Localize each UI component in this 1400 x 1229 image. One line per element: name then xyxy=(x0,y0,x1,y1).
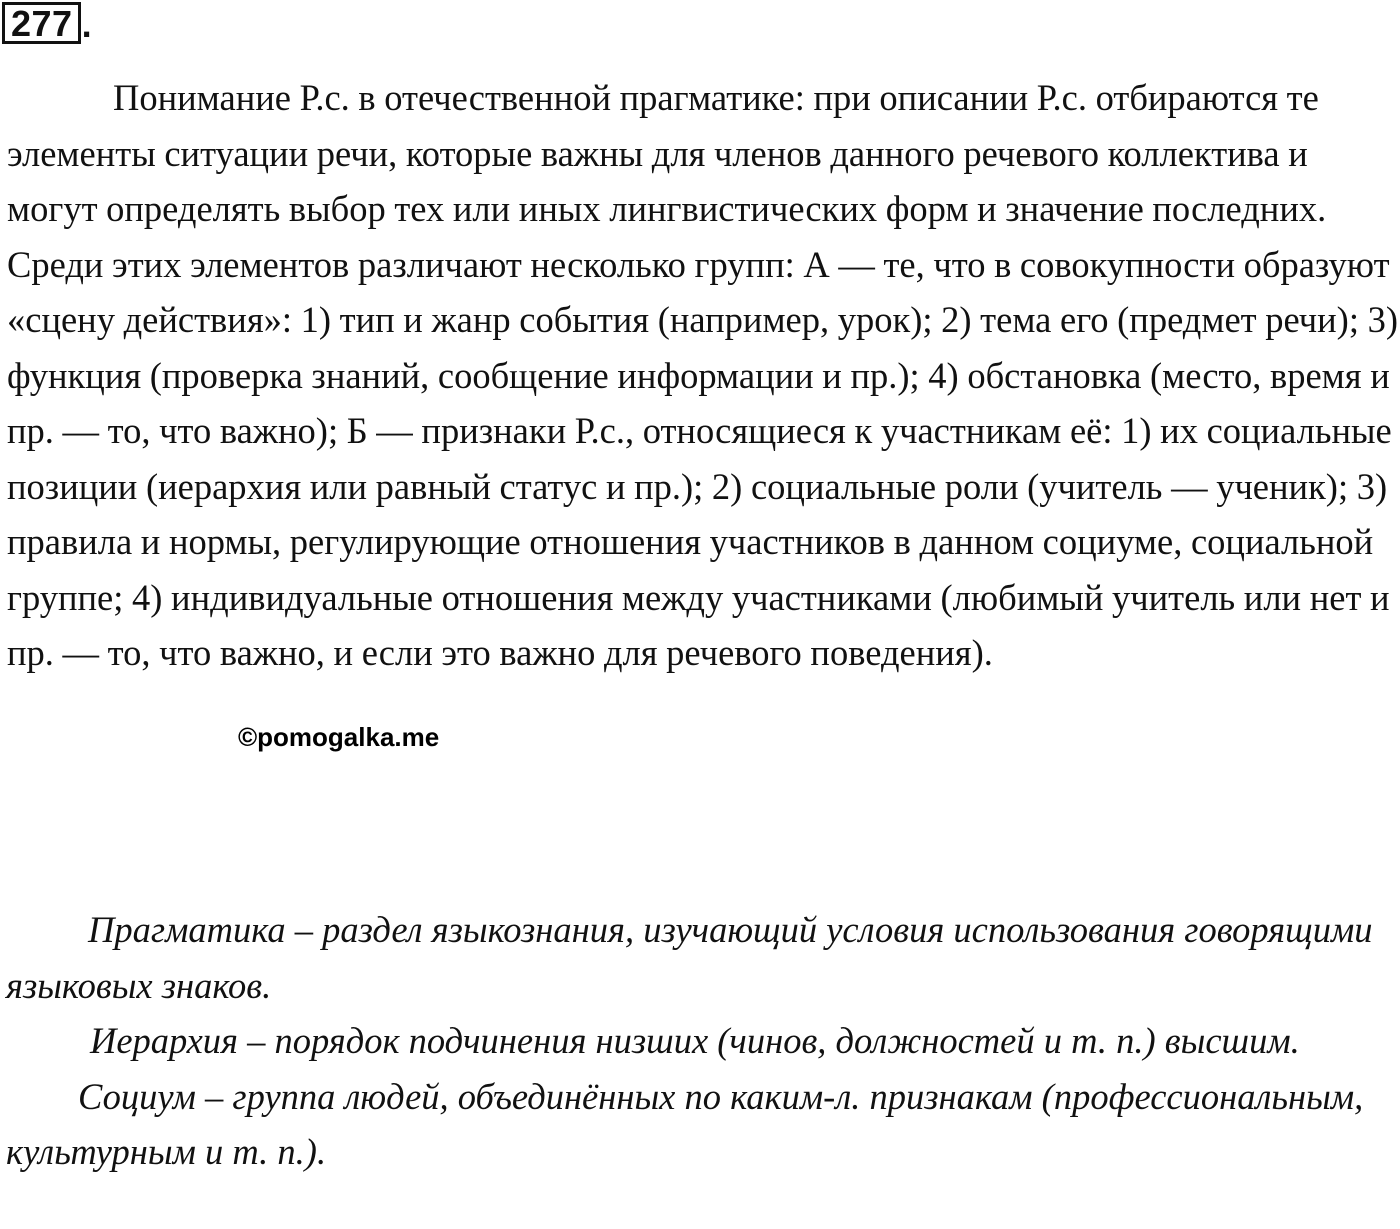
definition-socium: Социум – группа людей, объединённых по каким-л. признакам (профессиональным, культурным и т. п.). xyxy=(6,1075,1364,1172)
definitions-list xyxy=(6,902,1398,1180)
exercise-number-dot: . xyxy=(81,4,92,45)
watermark: ©pomogalka.me xyxy=(238,722,440,752)
main-paragraph: Понимание Р.с. в отечественной прагматике: при описании Р.с. отбираются те элементы ситуации речи, которые важны для членов данного речевого коллектива и могут определять выбор тех или иных лингвистических форм и значение последних. Среди этих элементов различают несколько групп: А — те, что в совокупности образуют «сцену действия»: 1) тип и жанр события (например, урок); 2) тема его (предмет речи); 3) функция (проверка знаний, сообщение информации и пр.); 4) обстановка (место, время и пр. — то, что важно); Б — признаки Р.с., относящиеся к участникам её: 1) их социальные позиции (иерархия или равный статус и пр.); 2) социальные роли (учитель — ученик); 3) правила и нормы, регулирующие отношения участников в данном социуме, социальной группе; 4) индивидуальные отношения между участниками (любимый учитель или нет и пр. — то, что важно, и если это важно для речевого поведения). xyxy=(7,77,1398,673)
definition-pragmatics: Прагматика – раздел языкознания, изучающий условия использования говорящими языковых знаков. xyxy=(6,909,1373,1006)
exercise-number xyxy=(2,2,92,44)
definition-hierarchy: Иерархия – порядок подчинения низших (чинов, должностей и т. п.) высшим. xyxy=(90,1020,1300,1061)
exercise-number-box: 277 xyxy=(2,2,81,44)
